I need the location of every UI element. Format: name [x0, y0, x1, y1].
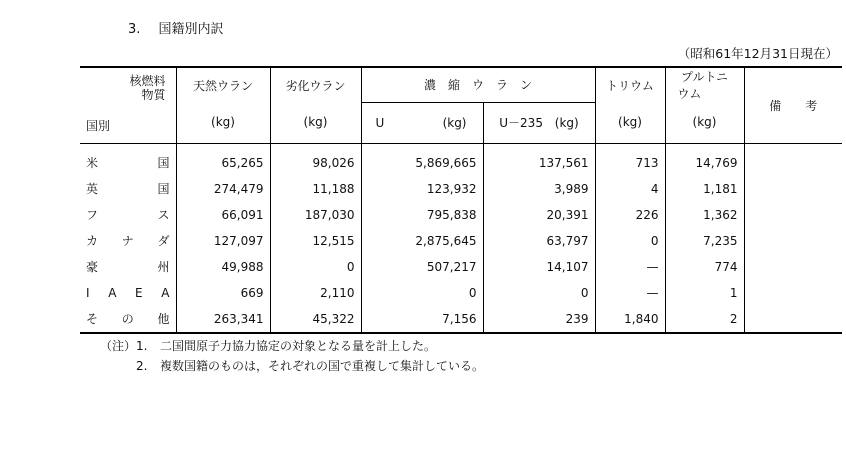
header-enriched-uranium: 濃 縮 ウ ラ ン: [361, 67, 595, 102]
natural-uranium-value: 274,479: [176, 176, 270, 202]
header-thorium: トリウム: [595, 67, 665, 102]
notes: [100, 336, 484, 376]
note-item: [100, 356, 484, 376]
section-number: 3.: [128, 22, 141, 37]
header-depleted-uranium: 劣化ウラン: [270, 67, 361, 102]
depleted-uranium-value: 45,322: [270, 306, 361, 333]
u235-value: 239: [483, 306, 595, 333]
corner-header: [80, 67, 176, 143]
country-name: そ の 他: [86, 312, 170, 326]
country-name: 米 国: [86, 156, 170, 170]
date-note: （昭和61年12月31日現在）: [677, 46, 838, 61]
plutonium-value: 1: [665, 280, 744, 306]
depleted-uranium-value: 0: [270, 254, 361, 280]
table-row: [80, 143, 842, 176]
table-row: [80, 280, 842, 306]
corner-label-material-2: 物質: [141, 88, 166, 102]
table-row: [80, 306, 842, 333]
natural-uranium-value: 66,091: [176, 202, 270, 228]
unit-u235: (kg): [554, 116, 579, 130]
u235-value: 20,391: [483, 202, 595, 228]
note-text: 複数国籍のものは，それぞれの国で重複して集計している。: [160, 359, 485, 373]
natural-uranium-value: 65,265: [176, 143, 270, 176]
u-value: 7,156: [361, 306, 483, 333]
header-natural-uranium: 天然ウラン: [176, 67, 270, 102]
u235-value: 0: [483, 280, 595, 306]
country-name: 英 国: [86, 182, 170, 196]
depleted-uranium-value: 187,030: [270, 202, 361, 228]
depleted-uranium-value: 11,188: [270, 176, 361, 202]
natural-uranium-value: 669: [176, 280, 270, 306]
plutonium-value: 774: [665, 254, 744, 280]
u235-value: 14,107: [483, 254, 595, 280]
note-item: [100, 336, 484, 356]
unit-thorium: (kg): [595, 102, 665, 143]
section-title-text: 国籍別内訳: [158, 22, 224, 37]
remarks-cell: [744, 202, 842, 228]
notes-lead: （注）: [100, 339, 137, 353]
u-value: 5,869,665: [361, 143, 483, 176]
natural-uranium-value: 127,097: [176, 228, 270, 254]
header-u235: [483, 102, 595, 143]
natural-uranium-value: 263,341: [176, 306, 270, 333]
country-name: カ ナ ダ: [86, 234, 170, 248]
table-row: [80, 228, 842, 254]
u235-value: 137,561: [483, 143, 595, 176]
remarks-cell: [744, 228, 842, 254]
remarks-cell: [744, 306, 842, 333]
remarks-cell: [744, 143, 842, 176]
thorium-value: 713: [595, 143, 665, 176]
country-name: I A E A: [86, 285, 170, 300]
thorium-value: 4: [595, 176, 665, 202]
plutonium-value: 14,769: [665, 143, 744, 176]
header-remarks: 備 考: [744, 67, 842, 143]
corner-label-country: 国別: [86, 118, 111, 133]
table-row: [80, 254, 842, 280]
plutonium-value: 1,362: [665, 202, 744, 228]
unit-depleted: (kg): [270, 102, 361, 143]
natural-uranium-value: 49,988: [176, 254, 270, 280]
header-row-2: [80, 102, 842, 143]
header-row-1: [80, 67, 842, 102]
nationality-breakdown-table: [80, 66, 842, 334]
table-row: [80, 176, 842, 202]
thorium-value: 0: [595, 228, 665, 254]
note-text: 二国間原子力協力協定の対象となる量を計上した。: [160, 339, 437, 353]
country-name: 豪 州: [86, 260, 170, 274]
header-u: [361, 102, 483, 143]
u-value: 507,217: [361, 254, 483, 280]
country-name: フ ス: [86, 208, 170, 222]
header-u235-label: U－235: [499, 116, 543, 130]
header-plutonium: [665, 67, 744, 102]
section-title: [128, 18, 224, 37]
u-value: 2,875,645: [361, 228, 483, 254]
depleted-uranium-value: 2,110: [270, 280, 361, 306]
unit-plutonium: (kg): [665, 102, 744, 143]
u235-value: 3,989: [483, 176, 595, 202]
thorium-value: —: [595, 254, 665, 280]
remarks-cell: [744, 254, 842, 280]
plutonium-value: 2: [665, 306, 744, 333]
table-row: [80, 202, 842, 228]
thorium-value: 1,840: [595, 306, 665, 333]
u-value: 0: [361, 280, 483, 306]
u-value: 795,838: [361, 202, 483, 228]
plutonium-value: 1,181: [665, 176, 744, 202]
plutonium-value: 7,235: [665, 228, 744, 254]
corner-label-material-1: 核燃料: [129, 74, 166, 88]
remarks-cell: [744, 176, 842, 202]
note-index: 2.: [136, 359, 148, 373]
header-plutonium-line2: ウム: [677, 87, 702, 101]
depleted-uranium-value: 12,515: [270, 228, 361, 254]
note-index: 1.: [136, 339, 148, 353]
remarks-cell: [744, 280, 842, 306]
unit-natural: (kg): [176, 102, 270, 143]
header-u-label: U: [375, 115, 385, 130]
depleted-uranium-value: 98,026: [270, 143, 361, 176]
header-plutonium-line1: プルトニ: [680, 70, 729, 84]
u-value: 123,932: [361, 176, 483, 202]
u235-value: 63,797: [483, 228, 595, 254]
thorium-value: 226: [595, 202, 665, 228]
thorium-value: —: [595, 280, 665, 306]
unit-u: (kg): [442, 115, 467, 130]
